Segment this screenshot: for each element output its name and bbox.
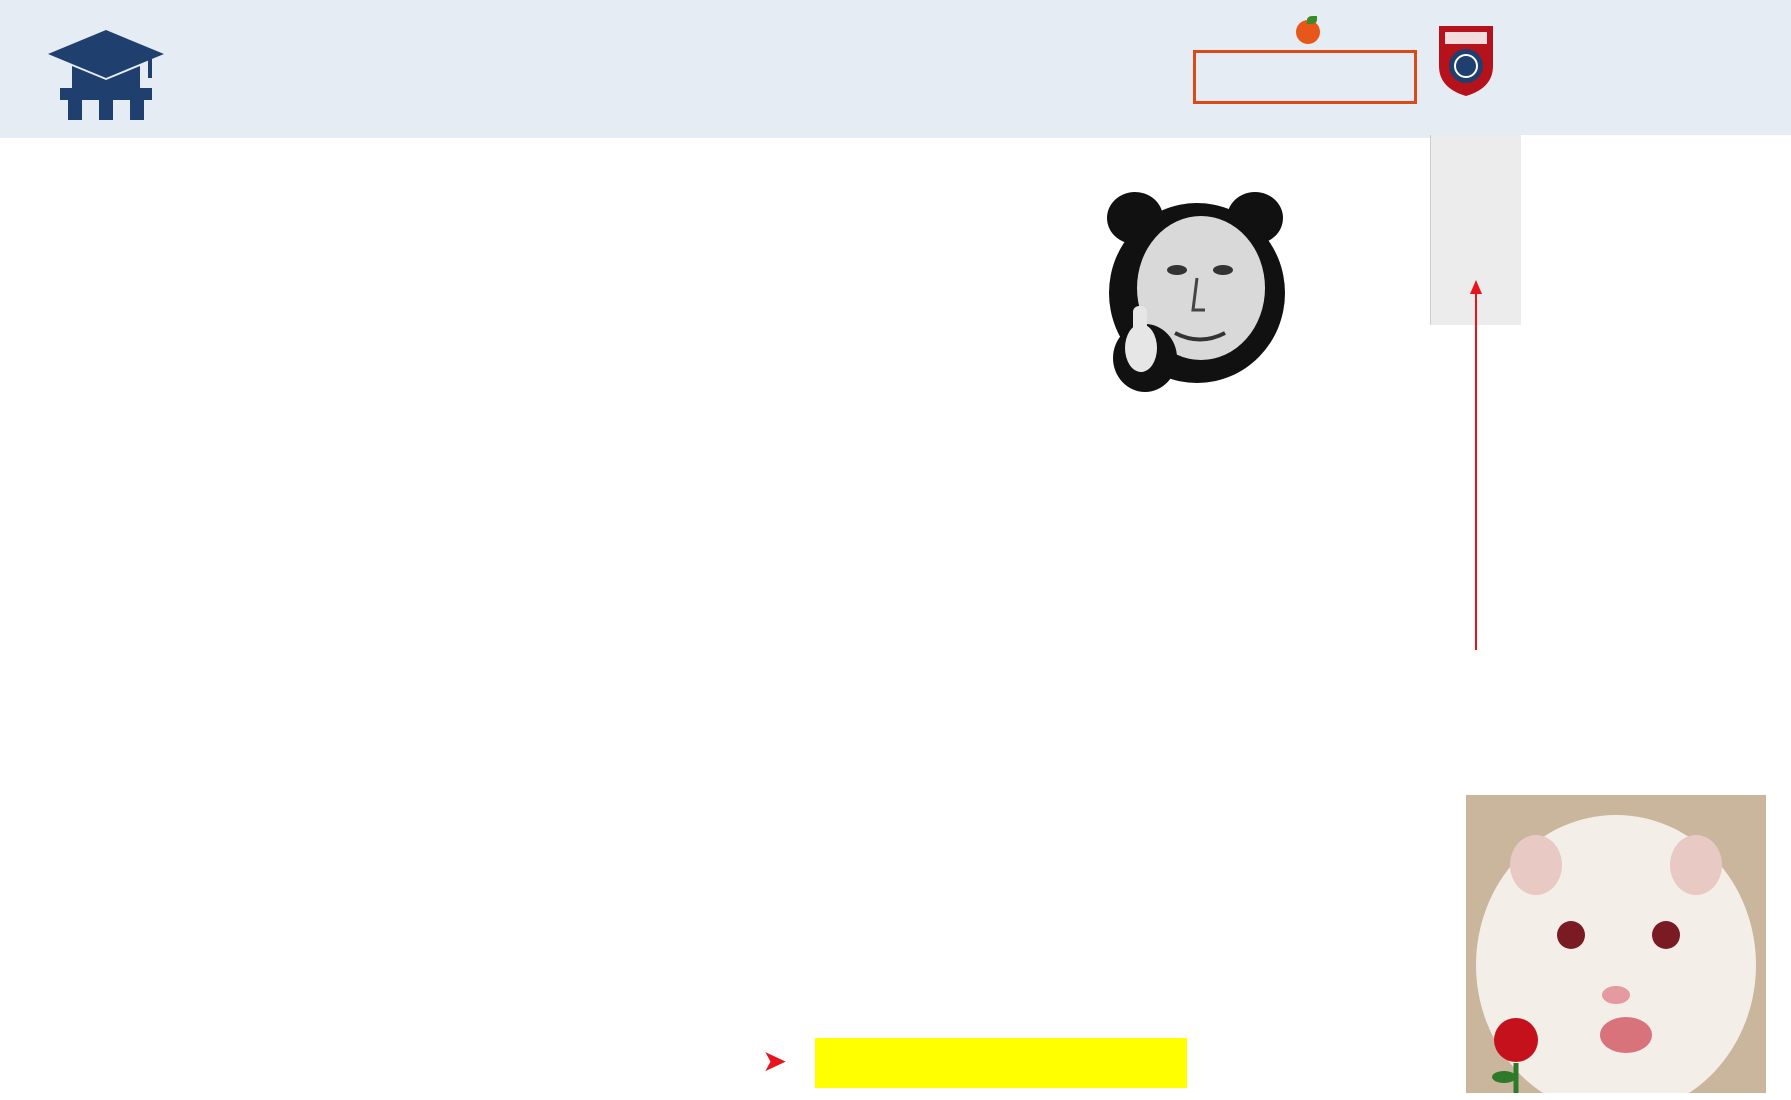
leaf-icon	[1307, 16, 1317, 24]
university-seal-icon	[1435, 22, 1497, 98]
red-arrow-icon	[1470, 280, 1482, 650]
bookmark-outline-panel[interactable]	[1428, 327, 1791, 625]
arrow-bullet-icon: ➤	[762, 1044, 788, 1079]
panda-meme-image	[1105, 188, 1285, 398]
xjtu-peach-logo	[1193, 20, 1417, 100]
logo-text	[1193, 50, 1417, 104]
highlight-box	[815, 1038, 1187, 1088]
hamster-photo	[1466, 795, 1766, 1093]
stata-do-file-editor[interactable]	[1430, 135, 1791, 325]
slide-header	[0, 0, 1791, 138]
graduation-cap-icon	[46, 28, 166, 120]
